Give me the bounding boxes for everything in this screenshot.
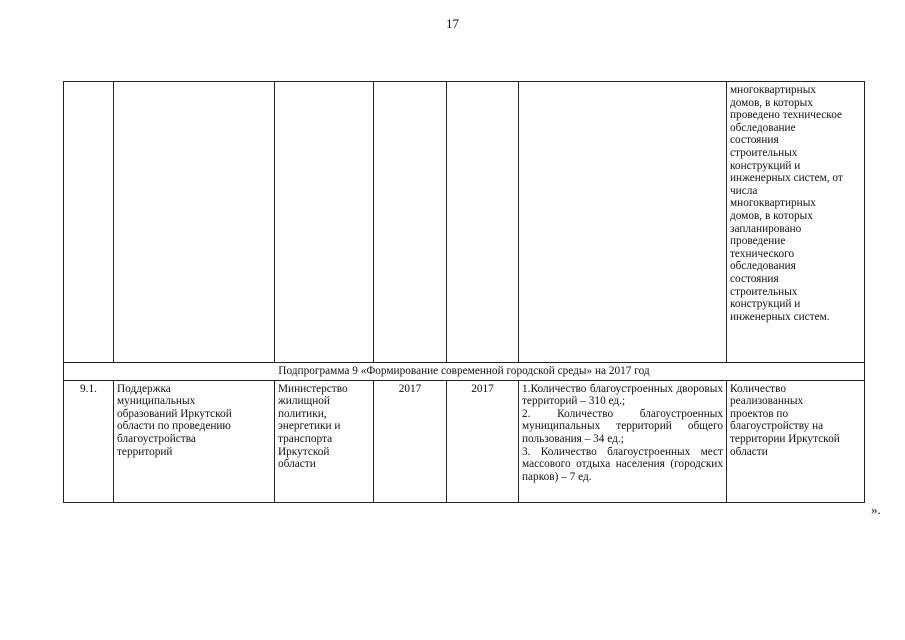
cont-cell-executor bbox=[275, 82, 374, 363]
cont-cell-end-year bbox=[447, 82, 519, 363]
closing-quote: ». bbox=[871, 502, 881, 517]
cont-cell-name bbox=[114, 82, 275, 363]
indicator-line: благоустройству на bbox=[730, 420, 824, 433]
indicator-line: технического bbox=[730, 247, 795, 260]
subprogram-title: Подпрограмма 9 «Формирование современной городской среды» на 2017 год bbox=[64, 363, 865, 381]
result-item: 2. Количество благоустроенных муниципальных территорий общего пользования – 34 ед.; bbox=[522, 407, 723, 445]
name-line: благоустройства bbox=[117, 432, 196, 445]
indicator-line: многоквартирных bbox=[730, 197, 816, 210]
indicator-line: состояния bbox=[730, 134, 779, 147]
row-start-year: 2017 bbox=[374, 380, 447, 502]
cont-cell-indicator bbox=[727, 82, 865, 363]
executor-line: транспорта bbox=[278, 432, 333, 445]
indicator-line: обследования bbox=[730, 260, 796, 273]
executor-line: энергетики и bbox=[278, 420, 341, 433]
name-line: Поддержка bbox=[117, 382, 171, 395]
indicator-line: территории Иркутской bbox=[730, 432, 840, 445]
executor-line: области bbox=[278, 458, 316, 471]
executor-line: жилищной bbox=[278, 395, 330, 408]
row-end-year: 2017 bbox=[447, 380, 519, 502]
indicator-line: домов, в которых bbox=[730, 209, 813, 222]
subprogram-row bbox=[64, 363, 865, 381]
row-number: 9.1. bbox=[64, 380, 114, 502]
indicator-line: инженерных систем, от bbox=[730, 172, 843, 185]
indicator-line: многоквартирных bbox=[730, 84, 816, 96]
name-line: области по проведению bbox=[117, 420, 231, 433]
indicator-line: запланировано bbox=[730, 222, 802, 235]
indicator-line: числа bbox=[730, 184, 758, 197]
indicator-line: конструкций и bbox=[730, 159, 801, 172]
continuation-row bbox=[64, 82, 865, 363]
name-line: образований Иркутской bbox=[117, 407, 232, 420]
indicator-line: строительных bbox=[730, 146, 798, 159]
name-line: муниципальных bbox=[117, 395, 196, 408]
result-item: 1.Количество благоустроенных дворовых территорий – 310 ед.; bbox=[522, 382, 723, 408]
program-table bbox=[63, 81, 865, 503]
executor-line: Министерство bbox=[278, 382, 348, 395]
row-executor bbox=[275, 380, 374, 502]
row-name bbox=[114, 380, 275, 502]
cont-cell-start-year bbox=[374, 82, 447, 363]
name-line: территорий bbox=[117, 445, 173, 458]
indicator-line: области bbox=[730, 445, 768, 458]
indicator-line: строительных bbox=[730, 285, 798, 298]
indicator-line: инженерных систем. bbox=[730, 310, 830, 323]
cont-cell-number bbox=[64, 82, 114, 363]
row-indicator bbox=[727, 380, 865, 502]
executor-line: политики, bbox=[278, 407, 327, 420]
indicator-line: проведено техническое bbox=[730, 109, 843, 122]
indicator-line: проведение bbox=[730, 235, 786, 248]
row-results bbox=[519, 380, 727, 502]
page-number: 17 bbox=[446, 16, 459, 31]
result-item: 3. Количество благоустроенных мест массового отдыха населения (городских парков) – 7 ед. bbox=[522, 445, 723, 483]
indicator-line: Количество bbox=[730, 382, 786, 395]
indicator-line: реализованных bbox=[730, 395, 804, 408]
table-row bbox=[64, 380, 865, 502]
executor-line: Иркутской bbox=[278, 445, 330, 458]
indicator-line: обследование bbox=[730, 121, 796, 134]
indicator-line: конструкций и bbox=[730, 298, 801, 311]
indicator-line: состояния bbox=[730, 272, 779, 285]
indicator-line: домов, в которых bbox=[730, 96, 813, 109]
indicator-line: проектов по bbox=[730, 407, 789, 420]
cont-cell-results bbox=[519, 82, 727, 363]
